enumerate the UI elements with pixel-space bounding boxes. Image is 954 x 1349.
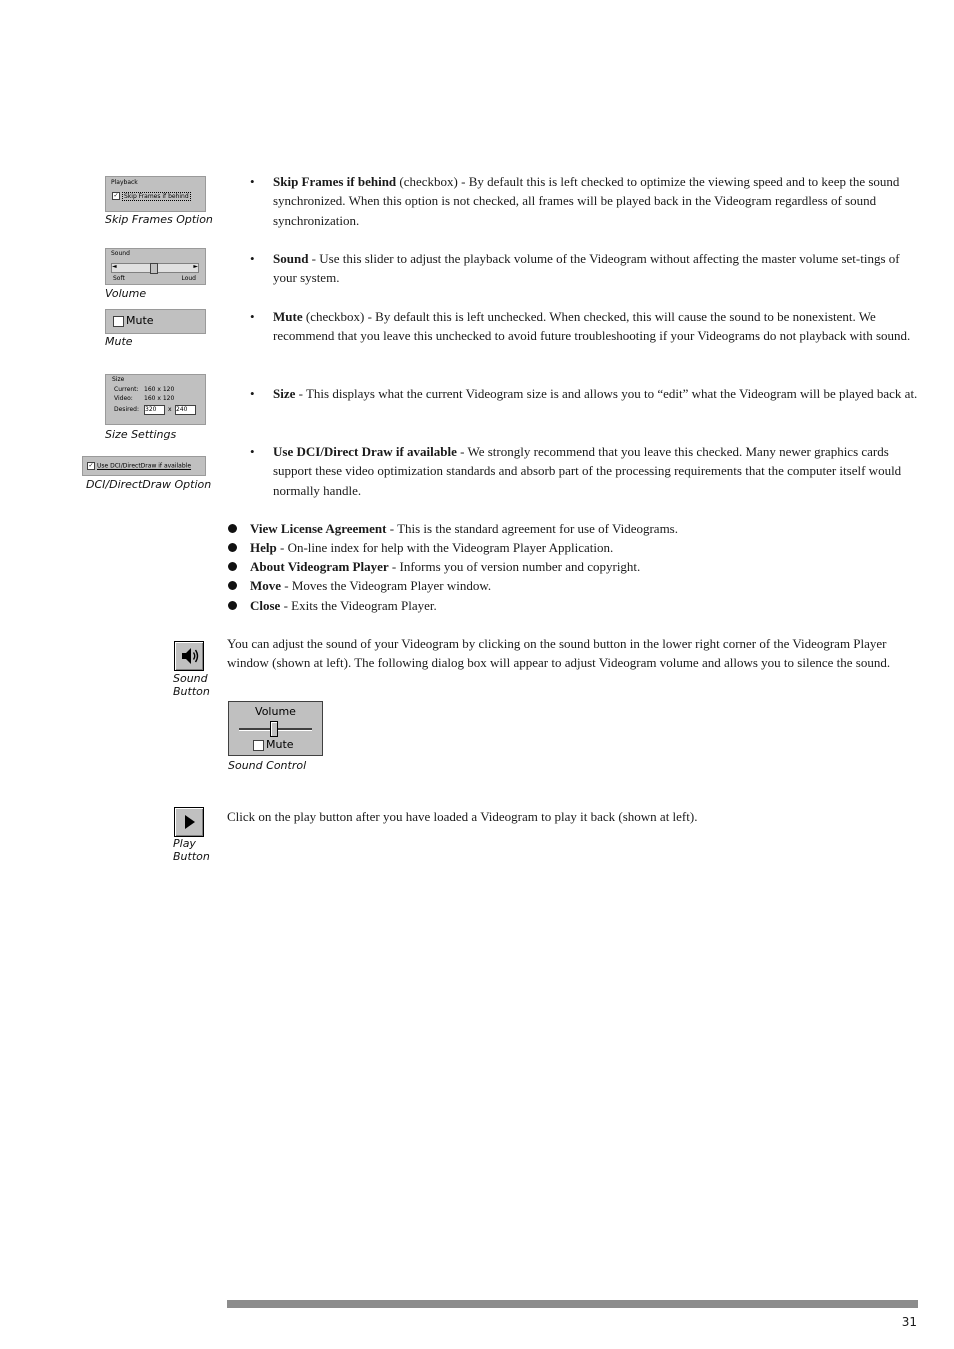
menu-item-move bbox=[250, 576, 491, 595]
caption-play-button-line2: Button bbox=[173, 850, 210, 863]
mute-checkbox[interactable] bbox=[113, 315, 154, 327]
caption-play-button-line1: Play bbox=[173, 837, 196, 850]
menu-item-about bbox=[250, 557, 640, 576]
caption-volume: Volume bbox=[105, 287, 147, 300]
video-size-value: 160 x 120 bbox=[144, 395, 175, 402]
option-text: - We strongly recommend that you leave this checked. Many newer graphics cards support these video optimization standards and absorb part of the processing requirements that the computer itself would normally handle. bbox=[273, 444, 902, 498]
option-term: Size bbox=[273, 386, 296, 401]
option-term: Mute bbox=[273, 309, 303, 324]
size-group-label: Size bbox=[112, 376, 125, 383]
menu-item-term: Help bbox=[250, 540, 277, 555]
option-text: (checkbox) - By default this is left checked to optimize the viewing speed and to keep the sound synchronized. When this option is not checked, all frames will be played back in the Videogram regardless of sound synchronization. bbox=[273, 174, 900, 228]
checkmark-icon: ✓ bbox=[88, 462, 94, 469]
desired-height-field[interactable]: 240 bbox=[175, 405, 196, 415]
sound-control-mute-label: Mute bbox=[266, 738, 294, 751]
sound-paragraph: You can adjust the sound of your Videogram by clicking on the sound button in the lower right corner of the Videogram Player window (shown at left). The following dialog box will appear to adjust Videogram volume and allows you to silence the sound. bbox=[227, 636, 891, 671]
playback-group-label: Playback bbox=[111, 179, 138, 186]
menu-item-term: About Videogram Player bbox=[250, 559, 389, 574]
speaker-icon bbox=[175, 642, 203, 670]
menu-item-term: Close bbox=[250, 598, 281, 613]
sound-control-dialog bbox=[228, 701, 323, 756]
caption-sound-control: Sound Control bbox=[228, 759, 307, 772]
menu-item-text: - Informs you of version number and copyright. bbox=[388, 559, 641, 574]
desired-times-label: x bbox=[168, 406, 172, 413]
menu-item-help bbox=[250, 538, 613, 557]
sound-control-title: Volume bbox=[255, 705, 296, 718]
mute-checkbox-label: Mute bbox=[126, 314, 154, 327]
dci-checkbox[interactable] bbox=[87, 462, 191, 471]
menu-item-term: Move bbox=[250, 578, 282, 593]
caption-sound-button bbox=[173, 672, 210, 698]
menu-item-license bbox=[250, 519, 678, 538]
option-text: - This displays what the current Videogram size is and allows you to “edit” what the Videogram will be played back at. bbox=[295, 386, 918, 401]
play-icon bbox=[175, 808, 203, 836]
menu-item-close bbox=[250, 596, 437, 615]
slider-left-arrow-icon[interactable]: ◄ bbox=[112, 263, 117, 270]
option-dci bbox=[273, 442, 918, 500]
current-size-label: Current: bbox=[114, 386, 139, 393]
sound-group-label: Sound bbox=[111, 250, 130, 257]
caption-play-button bbox=[173, 837, 210, 863]
caption-dci: DCI/DirectDraw Option bbox=[86, 478, 212, 491]
play-paragraph: Click on the play button after you have loaded a Videogram to play it back (shown at left). bbox=[227, 809, 698, 824]
bullet-icon bbox=[228, 581, 237, 590]
option-sound bbox=[273, 249, 918, 288]
sound-slider[interactable] bbox=[111, 263, 199, 273]
footer-rule bbox=[227, 1300, 918, 1308]
menu-item-text: - Exits the Videogram Player. bbox=[280, 598, 437, 613]
slider-thumb[interactable] bbox=[150, 263, 158, 274]
option-size bbox=[273, 384, 918, 403]
option-mute bbox=[273, 307, 918, 346]
volume-slider[interactable] bbox=[239, 728, 312, 731]
menu-item-term: View License Agreement bbox=[250, 521, 387, 536]
loud-label: Loud bbox=[181, 275, 196, 282]
caption-sound-button-line2: Button bbox=[173, 685, 210, 698]
caption-size-settings: Size Settings bbox=[105, 428, 177, 441]
checkbox-box-icon bbox=[113, 316, 124, 327]
slider-right-arrow-icon[interactable]: ► bbox=[193, 263, 198, 270]
bullet-icon bbox=[228, 543, 237, 552]
bullet-dot: • bbox=[250, 174, 255, 189]
menu-item-text: - On-line index for help with the Videogram Player Application. bbox=[276, 540, 614, 555]
bullet-dot: • bbox=[250, 386, 255, 401]
option-term: Use DCI/Direct Draw if available bbox=[273, 444, 457, 459]
mute-thumbnail bbox=[105, 309, 206, 334]
menu-item-text: - This is the standard agreement for use of Videograms. bbox=[386, 521, 678, 536]
bullet-icon bbox=[228, 524, 237, 533]
sound-button[interactable] bbox=[174, 641, 204, 671]
playback-group-thumbnail bbox=[105, 176, 206, 212]
play-button[interactable] bbox=[174, 807, 204, 837]
dci-thumbnail bbox=[82, 456, 206, 476]
checkbox-box-icon bbox=[253, 740, 264, 751]
volume-slider-thumb[interactable] bbox=[270, 721, 278, 737]
bullet-dot: • bbox=[250, 444, 255, 459]
sound-slider-thumbnail bbox=[105, 248, 206, 285]
bullet-dot: • bbox=[250, 251, 255, 266]
caption-skip-frames: Skip Frames Option bbox=[105, 213, 213, 226]
current-size-value: 160 x 120 bbox=[144, 386, 175, 393]
caption-mute: Mute bbox=[105, 335, 133, 348]
video-size-label: Video: bbox=[114, 395, 133, 402]
desired-size-label: Desired: bbox=[114, 406, 139, 413]
skip-frames-checkbox-label: Skip Frames if behind bbox=[124, 192, 189, 200]
option-text: (checkbox) - By default this is left unchecked. When checked, this will cause the sound to be nonexistent. We recommend that you leave this unchecked to avoid future troubleshooting if your Videograms do not playback with sound. bbox=[273, 309, 911, 344]
option-skip-frames bbox=[273, 172, 918, 230]
option-term: Skip Frames if behind bbox=[273, 174, 397, 189]
bullet-dot: • bbox=[250, 309, 255, 324]
desired-width-field[interactable]: 320 bbox=[144, 405, 165, 415]
skip-frames-checkbox[interactable] bbox=[112, 192, 191, 201]
option-text: - Use this slider to adjust the playback volume of the Videogram without affecting the master volume set-tings of your system. bbox=[273, 251, 900, 286]
sound-control-mute-checkbox[interactable] bbox=[253, 739, 294, 751]
caption-sound-button-line1: Sound bbox=[173, 672, 208, 685]
soft-label: Soft bbox=[113, 275, 125, 282]
menu-item-text: - Moves the Videogram Player window. bbox=[281, 578, 492, 593]
bullet-icon bbox=[228, 601, 237, 610]
page-number: 31 bbox=[901, 1315, 917, 1329]
option-term: Sound bbox=[273, 251, 309, 266]
dci-checkbox-label: Use DCI/DirectDraw if available bbox=[97, 462, 192, 470]
checkmark-icon: ✓ bbox=[113, 192, 119, 199]
bullet-icon bbox=[228, 562, 237, 571]
size-settings-thumbnail bbox=[105, 374, 206, 425]
